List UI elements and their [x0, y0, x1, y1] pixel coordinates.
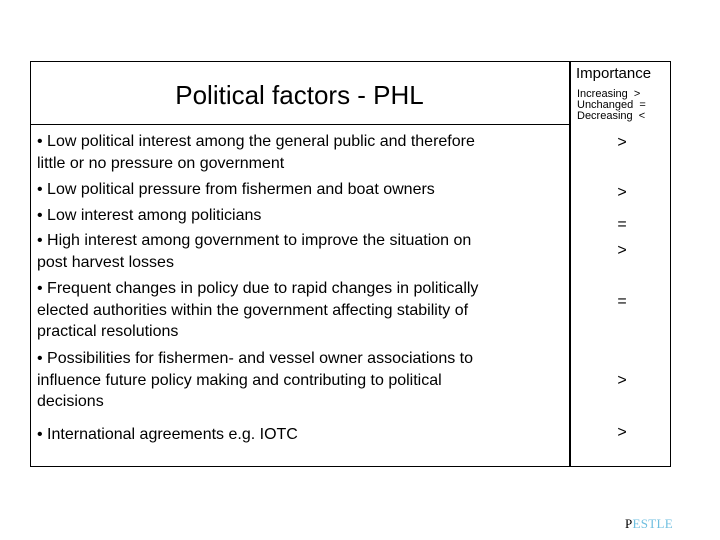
factor-government-interest: • High interest among government to improve the situation on post harvest losses	[37, 232, 472, 271]
column-divider	[569, 61, 571, 467]
importance-mark-5: =	[617, 293, 627, 310]
pestle-label	[625, 516, 673, 531]
factor-politicians-interest: • Low interest among politicians	[37, 207, 262, 224]
importance-mark-3: =	[617, 216, 627, 233]
factor-policy-changes: • Frequent changes in policy due to rapid changes in politically elected authorities within the government affecting stability of practical resolutions	[37, 280, 479, 340]
importance-mark-6: >	[617, 372, 627, 389]
importance-mark-1: >	[617, 134, 627, 151]
pestle-first-letter: P	[625, 516, 633, 531]
pestle-rest: ESTLE	[632, 516, 674, 531]
importance-mark-7: >	[617, 424, 627, 441]
slide-title: Political factors - PHL	[175, 80, 424, 110]
importance-heading: Importance	[576, 65, 652, 82]
importance-mark-2: >	[617, 184, 627, 201]
legend-increasing: Increasing >	[577, 88, 641, 100]
factor-associations: • Possibilities for fishermen- and vessel owner associations to influence future policy making and contributing to political decisions	[37, 350, 474, 410]
header-divider	[30, 124, 571, 125]
factor-fishermen-pressure: • Low political pressure from fishermen and boat owners	[37, 181, 435, 198]
legend-unchanged: Unchanged =	[577, 99, 646, 111]
legend-decreasing: Decreasing <	[577, 110, 646, 122]
importance-legend	[577, 89, 646, 122]
factor-public-interest: • Low political interest among the general public and therefore little or no pressure on government	[37, 133, 475, 172]
factor-international-agreements: • International agreements e.g. IOTC	[37, 426, 298, 443]
importance-mark-4: >	[617, 242, 627, 259]
